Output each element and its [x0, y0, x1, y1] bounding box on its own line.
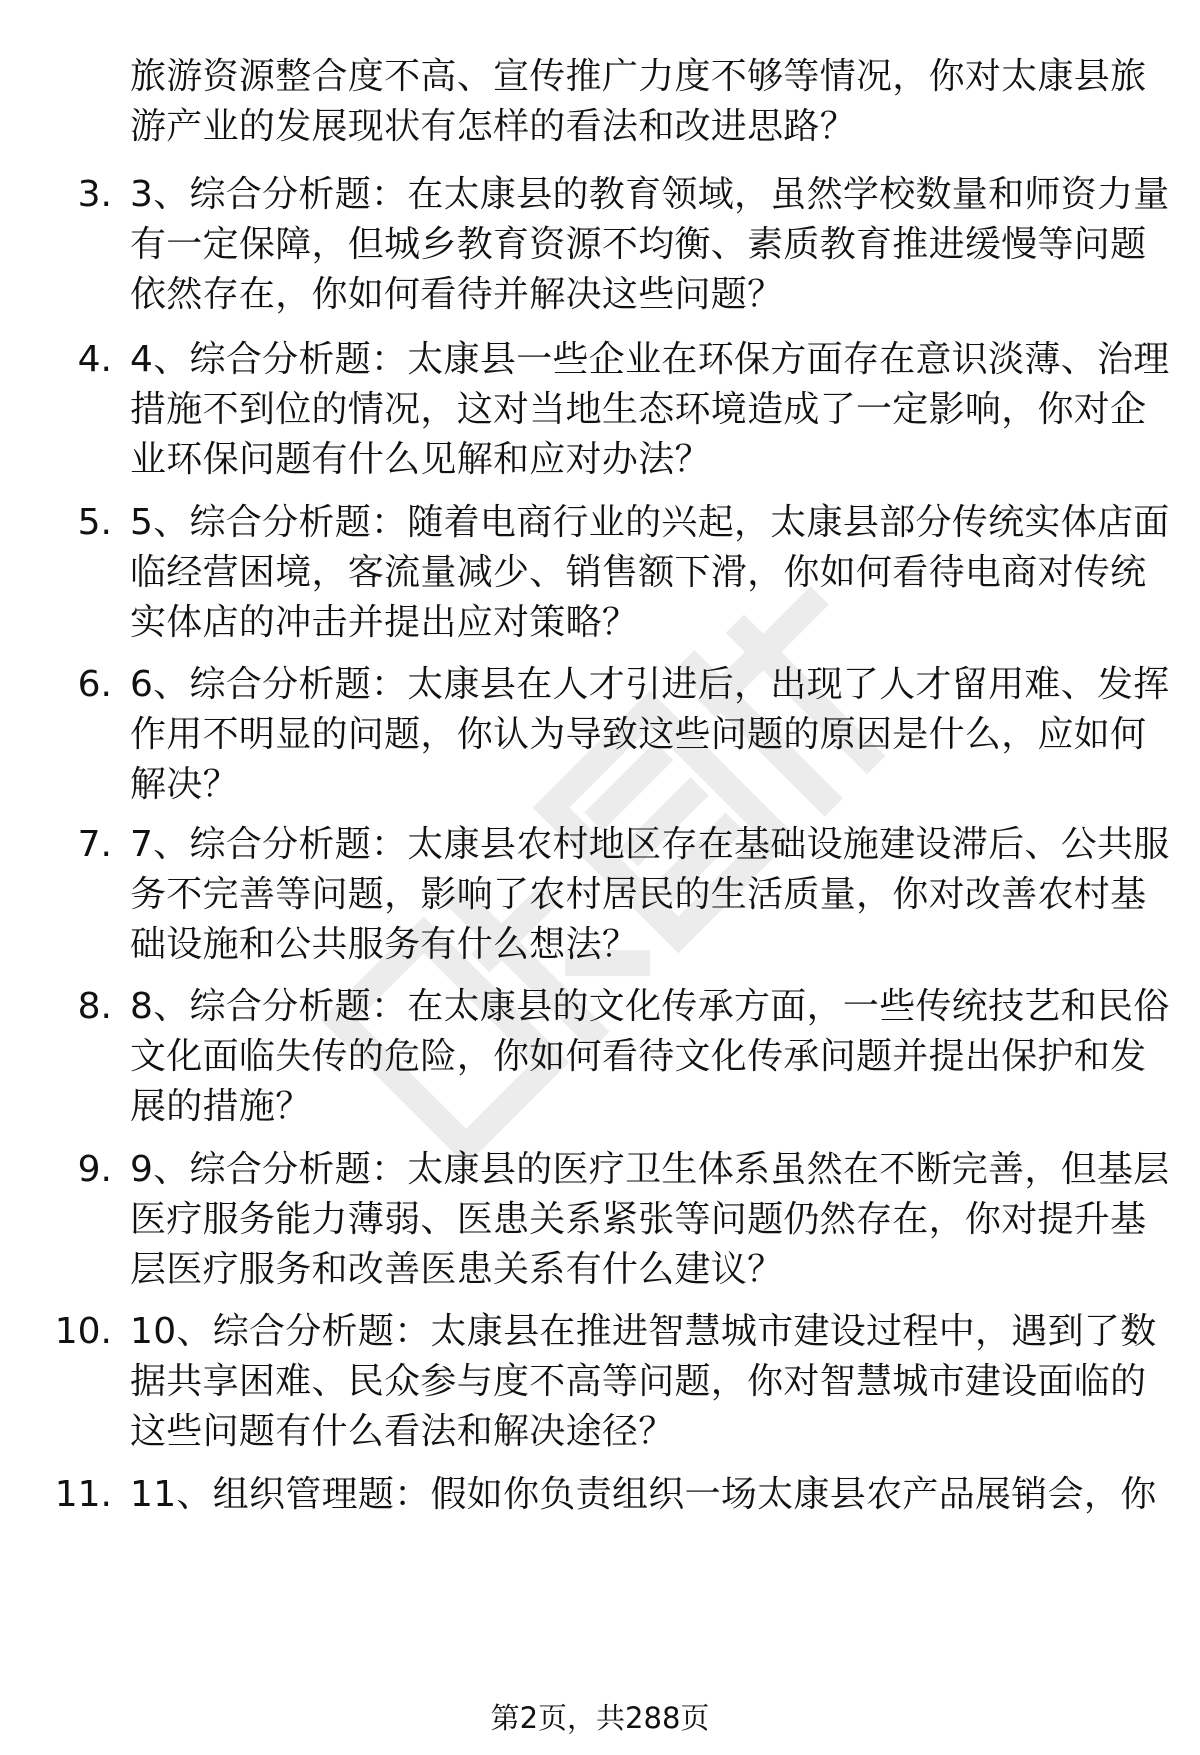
list-item-number: 10.	[54, 1311, 112, 1352]
list-item-number: 5.	[77, 502, 112, 543]
list-item-text: 6、综合分析题：太康县在人才引进后，出现了人才留用难、发挥作用不明显的问题，你认为导致这些问题的原因是什么，应如何解决？	[130, 664, 1170, 805]
list-item-number: 7.	[77, 824, 112, 865]
list-item-number: 6.	[77, 664, 112, 705]
list-item	[0, 335, 1200, 485]
list-item-text: 7、综合分析题：太康县农村地区存在基础设施建设滞后、公共服务不完善等问题，影响了农村居民的生活质量，你对改善农村基础设施和公共服务有什么想法？	[130, 824, 1170, 965]
list-item-number: 3.	[77, 174, 112, 215]
list-item	[0, 982, 1200, 1132]
list-item-number: 11.	[54, 1474, 112, 1515]
list-item-number: 9.	[77, 1149, 112, 1190]
list-item	[0, 1470, 1200, 1520]
list-item-text: 5、综合分析题：随着电商行业的兴起，太康县部分传统实体店面临经营困境，客流量减少、销售额下滑，你如何看待电商对传统实体店的冲击并提出应对策略？	[130, 502, 1170, 643]
list-item	[0, 1145, 1200, 1295]
list-item-text: 10、综合分析题：太康县在推进智慧城市建设过程中，遇到了数据共享困难、民众参与度不高等问题，你对智慧城市建设面临的这些问题有什么看法和解决途径？	[130, 1311, 1157, 1452]
list-item	[0, 660, 1200, 810]
list-item-number: 4.	[77, 339, 112, 380]
list-item-text: 11、组织管理题：假如你负责组织一场太康县农产品展销会，你	[130, 1474, 1157, 1515]
list-item	[0, 1307, 1200, 1457]
list-item-text: 9、综合分析题：太康县的医疗卫生体系虽然在不断完善，但基层医疗服务能力薄弱、医患关系紧张等问题仍然存在，你对提升基层医疗服务和改善医患关系有什么建议？	[130, 1149, 1170, 1290]
list-item-text: 3、综合分析题：在太康县的教育领域，虽然学校数量和师资力量有一定保障，但城乡教育资源不均衡、素质教育推进缓慢等问题依然存在，你如何看待并解决这些问题？	[130, 174, 1170, 315]
list-item	[0, 498, 1200, 648]
intro-paragraph: 旅游资源整合度不高、宣传推广力度不够等情况，你对太康县旅游产业的发展现状有怎样的看法和改进思路？	[130, 56, 1147, 147]
list-item	[0, 170, 1200, 320]
list-item-text: 4、综合分析题：太康县一些企业在环保方面存在意识淡薄、治理措施不到位的情况，这对当地生态环境造成了一定影响，你对企业环保问题有什么见解和应对办法？	[130, 339, 1170, 480]
list-item-number: 8.	[77, 986, 112, 1027]
list-item-text: 8、综合分析题：在太康县的文化传承方面，一些传统技艺和民俗文化面临失传的危险，你如何看待文化传承问题并提出保护和发展的措施？	[130, 986, 1170, 1127]
list-item	[0, 820, 1200, 970]
page-number: 第2页，共288页	[490, 1701, 710, 1735]
